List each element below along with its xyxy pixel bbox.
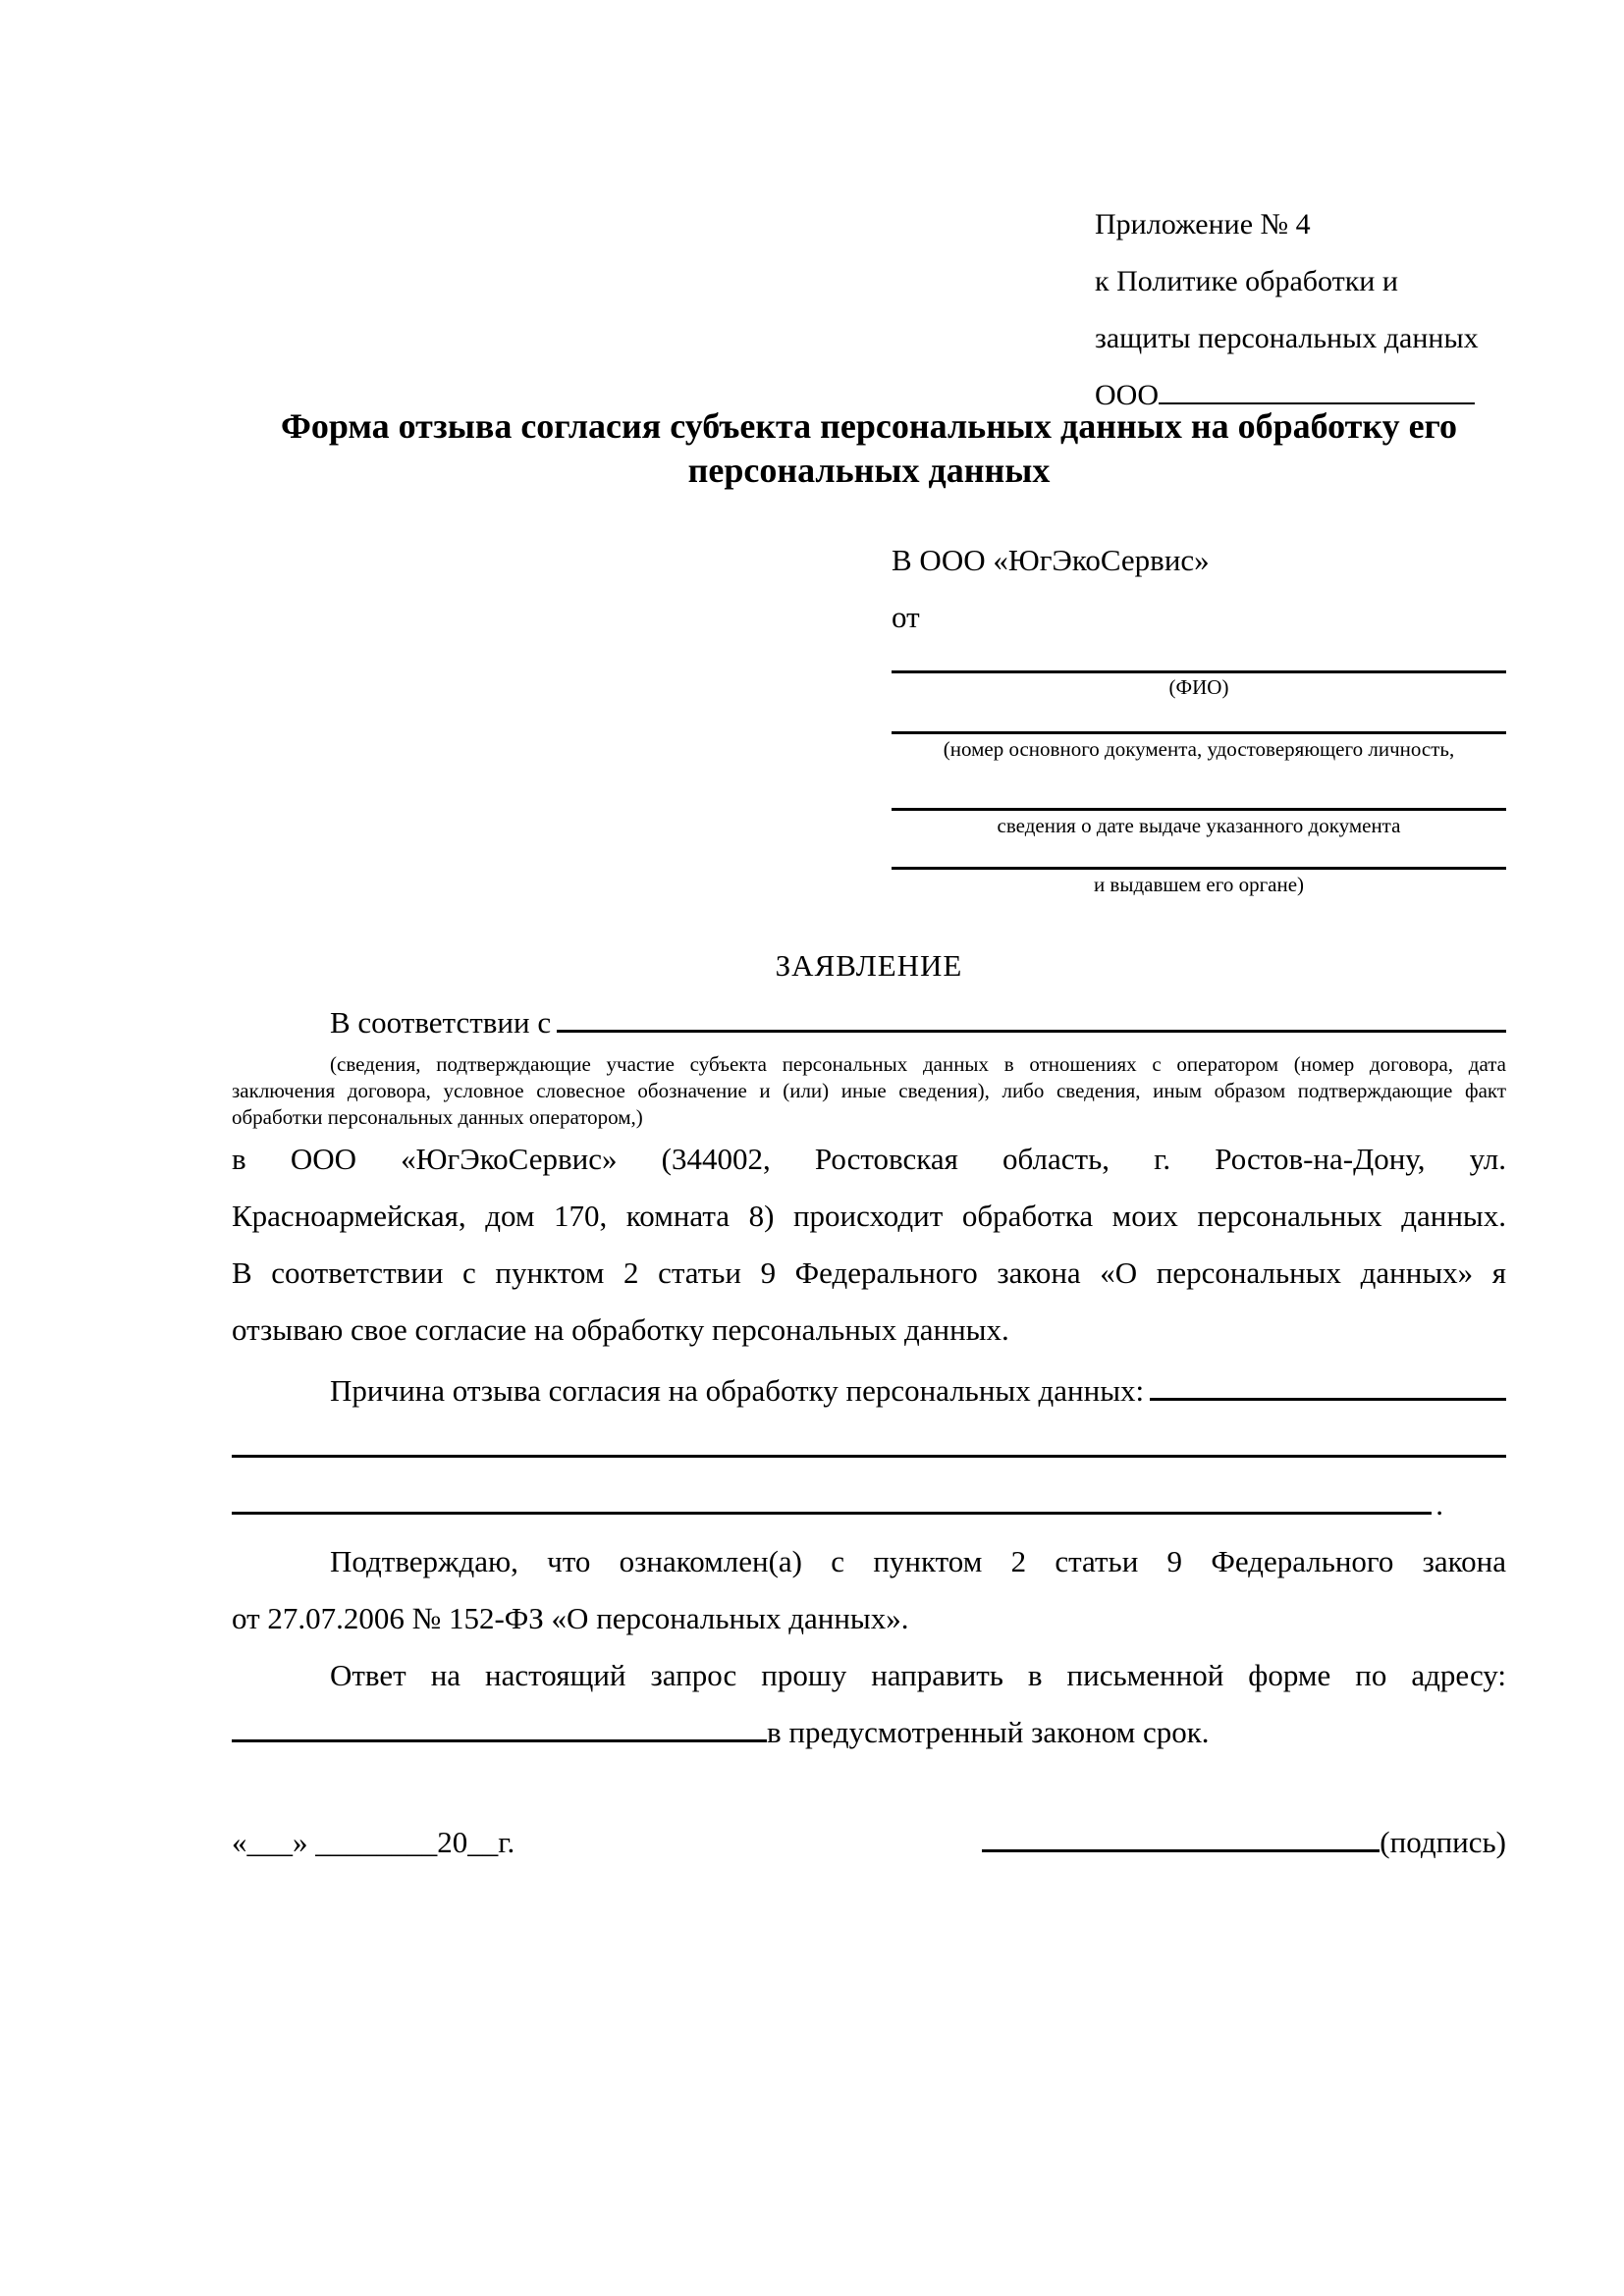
reason-row [232,1362,1506,1419]
signature-blank-line [982,1849,1380,1852]
document-number-blank-line [892,731,1506,734]
accordance-row [232,994,1506,1051]
annex-line-2: к Политике обработки и [1095,265,1398,297]
reply-address-row [232,1704,1506,1761]
signature-label: (подпись) [1380,1825,1506,1859]
annex-block [1095,196,1506,424]
addressee-from: от [892,600,920,634]
issuing-authority-label: и выдавшем его органе) [1093,873,1305,896]
confirmation-line: от 27.07.2006 № 152-ФЗ «О персональных данных». [232,1601,909,1635]
accordance-blank-line [557,1030,1506,1033]
reply-address-blank-line [232,1739,767,1742]
reason-prefix: ​ Причина отзыва согласия на обработку персональных данных: [330,1373,1145,1408]
confirmation-paragraph [232,1533,1506,1647]
reason-blank-line [232,1512,1432,1515]
issue-date-blank-line [892,808,1506,811]
signature-area [982,1814,1506,1871]
document-number-label: (номер основного документа, удостоверяющего личность, [943,737,1455,761]
main-paragraph-line: В соответствии с пунктом 2 статьи 9 Федерального закона «О персональных данных» я [232,1255,1506,1290]
issuing-authority-blank-line [892,867,1506,870]
main-paragraph-line: Красноармейская, дом 170, комната 8) происходит обработка моих персональных данных. [232,1199,1506,1233]
reason-continuation-line-1 [232,1419,1506,1476]
main-paragraph [232,1131,1506,1359]
reply-request-line: Ответ на настоящий запрос прошу направить в письменной форме по адресу: [330,1658,1506,1692]
issue-date-label: сведения о дате выдаче указанного документа [997,814,1401,837]
fio-label: (ФИО) [1168,675,1229,699]
annex-org-prefix: ООО [1095,379,1159,411]
addressee-block [892,532,1506,900]
addressee-to: В ООО «ЮгЭкоСервис» [892,543,1210,577]
date-blank-text: «___» ________20__г. [232,1825,515,1859]
statement-heading: ЗАЯВЛЕНИЕ [775,948,963,983]
fio-blank-line [892,670,1506,673]
footnote-line: заключения договора, условное словесное обозначение и (или) иные сведения), либо сведения, иным образом подтверждающие факт [232,1079,1506,1102]
main-paragraph-line: в ООО «ЮгЭкоСервис» (344002, Ростовская область, г. Ростов-на-Дону, ул. [232,1142,1506,1176]
footnote-line: (сведения, подтверждающие участие субъекта персональных данных в отношениях с оператором (номер договора, дата [330,1052,1506,1076]
accordance-prefix: ​ В соответствии с [330,1005,552,1040]
reason-blank-line [232,1455,1506,1458]
footnote-block [232,1051,1506,1131]
confirmation-line: Подтверждаю, что ознакомлен(а) с пунктом 2 статьи 9 Федерального закона [330,1544,1506,1578]
reason-continuation-line-2 [232,1476,1443,1533]
annex-line-3: защиты персональных данных [1095,322,1479,354]
annex-line-1: Приложение № 4 [1095,208,1311,240]
reply-paragraph [232,1647,1506,1761]
reply-suffix: в предусмотренный законом срок. [767,1715,1210,1749]
document-title: Форма отзыва согласия субъекта персональных данных на обработку его персональных данных [280,406,1458,490]
signature-row [232,1814,1506,1871]
footnote-line: обработки персональных данных оператором,) [232,1105,643,1129]
reason-end-period: ​ . [1435,1487,1443,1522]
main-paragraph-line: отзываю свое согласие на обработку персональных данных. [232,1312,1009,1347]
reason-blank-line [1150,1398,1506,1401]
